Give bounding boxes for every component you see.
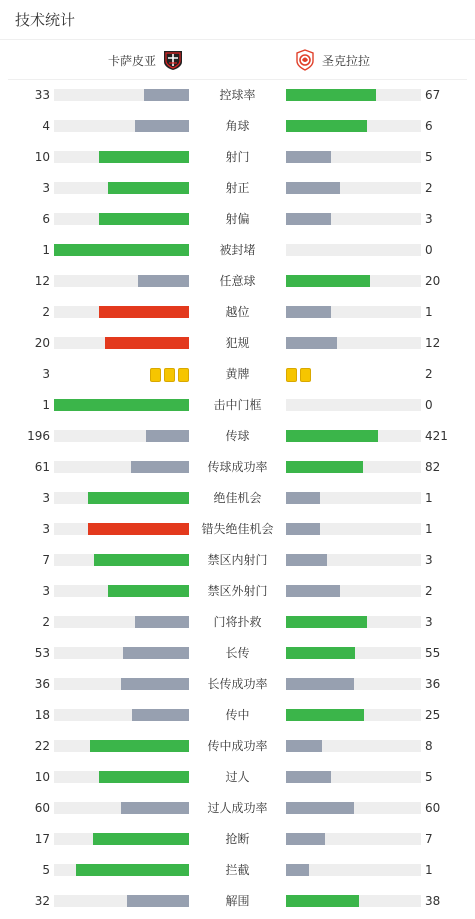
yellow-card-icon bbox=[150, 368, 161, 382]
home-bar bbox=[99, 151, 189, 163]
stat-label: 犯规 bbox=[225, 336, 250, 350]
home-bar-track bbox=[54, 895, 189, 907]
home-value: 4 bbox=[42, 119, 50, 133]
stat-row bbox=[0, 731, 475, 762]
away-value: 1 bbox=[425, 491, 433, 505]
home-value: 22 bbox=[34, 739, 50, 753]
away-team[interactable] bbox=[294, 40, 370, 80]
home-value: 12 bbox=[34, 274, 50, 288]
home-value: 3 bbox=[42, 584, 50, 598]
home-bar-track bbox=[54, 864, 189, 876]
away-value: 0 bbox=[425, 243, 433, 257]
away-value: 36 bbox=[425, 677, 441, 691]
home-bar bbox=[94, 554, 189, 566]
stat-label: 抢断 bbox=[225, 832, 250, 846]
away-bar-track bbox=[286, 399, 421, 411]
stat-row bbox=[0, 669, 475, 700]
away-bar bbox=[286, 616, 367, 628]
stat-label: 被封堵 bbox=[219, 243, 256, 257]
home-value: 3 bbox=[42, 522, 50, 536]
home-yellow-cards bbox=[150, 368, 189, 382]
home-bar bbox=[105, 337, 189, 349]
stat-row bbox=[0, 793, 475, 824]
away-value: 20 bbox=[425, 274, 441, 288]
away-bar-track bbox=[286, 523, 421, 535]
stat-row bbox=[0, 80, 475, 111]
away-bar-track bbox=[286, 585, 421, 597]
away-bar-track bbox=[286, 492, 421, 504]
home-value: 6 bbox=[42, 212, 50, 226]
away-bar-track bbox=[286, 895, 421, 907]
yellow-card-icon bbox=[164, 368, 175, 382]
home-bar bbox=[54, 399, 189, 411]
home-bar bbox=[54, 244, 189, 256]
stat-row bbox=[0, 142, 475, 173]
away-bar bbox=[286, 895, 359, 907]
stat-row bbox=[0, 297, 475, 328]
stat-row bbox=[0, 235, 475, 266]
away-bar-track bbox=[286, 771, 421, 783]
away-value: 3 bbox=[425, 615, 433, 629]
home-bar-track bbox=[54, 275, 189, 287]
teams-header bbox=[8, 40, 467, 80]
away-bar-track bbox=[286, 275, 421, 287]
stat-row bbox=[0, 483, 475, 514]
away-bar-track bbox=[286, 151, 421, 163]
home-bar bbox=[121, 678, 189, 690]
home-bar-track bbox=[54, 709, 189, 721]
away-value: 421 bbox=[425, 429, 448, 443]
away-value: 8 bbox=[425, 739, 433, 753]
home-bar bbox=[99, 306, 189, 318]
away-bar bbox=[286, 182, 340, 194]
home-bar bbox=[127, 895, 189, 907]
home-value: 10 bbox=[34, 770, 50, 784]
away-bar-track bbox=[286, 89, 421, 101]
home-bar bbox=[135, 120, 189, 132]
away-value: 5 bbox=[425, 770, 433, 784]
home-value: 7 bbox=[42, 553, 50, 567]
home-value: 196 bbox=[27, 429, 50, 443]
away-value: 5 bbox=[425, 150, 433, 164]
home-bar-track bbox=[54, 244, 189, 256]
stat-row bbox=[0, 421, 475, 452]
away-bar-track bbox=[286, 678, 421, 690]
stat-label: 解围 bbox=[225, 894, 250, 908]
home-value: 2 bbox=[42, 615, 50, 629]
stat-label: 长传成功率 bbox=[207, 677, 268, 691]
away-bar-track bbox=[286, 461, 421, 473]
stat-row bbox=[0, 545, 475, 576]
home-bar-track bbox=[54, 120, 189, 132]
home-bar bbox=[99, 771, 189, 783]
away-bar bbox=[286, 523, 320, 535]
stat-label: 传中 bbox=[225, 708, 250, 722]
stat-label: 射门 bbox=[225, 150, 250, 164]
away-bar-track bbox=[286, 802, 421, 814]
stat-label: 过人成功率 bbox=[207, 801, 268, 815]
away-bar bbox=[286, 709, 364, 721]
home-bar-track bbox=[54, 647, 189, 659]
home-bar-track bbox=[54, 430, 189, 442]
stat-row bbox=[0, 111, 475, 142]
home-value: 32 bbox=[34, 894, 50, 908]
home-bar bbox=[108, 182, 189, 194]
home-bar-track bbox=[54, 740, 189, 752]
home-bar bbox=[135, 616, 189, 628]
away-bar bbox=[286, 647, 355, 659]
yellow-card-icon bbox=[286, 368, 297, 382]
yellow-card-icon bbox=[178, 368, 189, 382]
away-bar-track bbox=[286, 616, 421, 628]
stat-label: 禁区内射门 bbox=[207, 553, 268, 567]
home-bar bbox=[138, 275, 189, 287]
stat-row bbox=[0, 514, 475, 545]
home-value: 61 bbox=[34, 460, 50, 474]
away-bar-track bbox=[286, 244, 421, 256]
home-bar-track bbox=[54, 585, 189, 597]
stat-row bbox=[0, 390, 475, 421]
home-bar bbox=[88, 523, 189, 535]
away-value: 2 bbox=[425, 584, 433, 598]
yellow-card-icon bbox=[300, 368, 311, 382]
away-value: 6 bbox=[425, 119, 433, 133]
away-value: 12 bbox=[425, 336, 441, 350]
home-bar bbox=[131, 461, 189, 473]
stat-label: 传球成功率 bbox=[207, 460, 268, 474]
home-bar bbox=[99, 213, 189, 225]
stat-row bbox=[0, 762, 475, 793]
away-bar bbox=[286, 740, 322, 752]
away-bar bbox=[286, 554, 327, 566]
home-bar bbox=[90, 740, 189, 752]
stats-header bbox=[0, 0, 475, 40]
away-bar-track bbox=[286, 864, 421, 876]
stat-label: 错失绝佳机会 bbox=[201, 522, 274, 536]
home-bar-track bbox=[54, 833, 189, 845]
away-bar-track bbox=[286, 182, 421, 194]
away-bar-track bbox=[286, 120, 421, 132]
away-bar bbox=[286, 213, 331, 225]
away-bar-track bbox=[286, 213, 421, 225]
away-value: 55 bbox=[425, 646, 441, 660]
away-value: 1 bbox=[425, 863, 433, 877]
stat-label: 门将扑救 bbox=[213, 615, 262, 629]
away-bar-track bbox=[286, 740, 421, 752]
home-value: 17 bbox=[34, 832, 50, 846]
home-bar bbox=[121, 802, 189, 814]
home-bar bbox=[132, 709, 189, 721]
away-bar bbox=[286, 585, 340, 597]
home-bar-track bbox=[54, 802, 189, 814]
home-bar-track bbox=[54, 678, 189, 690]
away-bar bbox=[286, 678, 354, 690]
home-bar-track bbox=[54, 337, 189, 349]
home-bar bbox=[93, 833, 189, 845]
home-bar bbox=[146, 430, 189, 442]
stat-label: 黄牌 bbox=[225, 367, 250, 381]
home-bar-track bbox=[54, 523, 189, 535]
home-value: 5 bbox=[42, 863, 50, 877]
stat-row bbox=[0, 266, 475, 297]
away-value: 3 bbox=[425, 212, 433, 226]
home-value: 3 bbox=[42, 367, 50, 381]
away-value: 0 bbox=[425, 398, 433, 412]
away-bar bbox=[286, 337, 337, 349]
stat-row bbox=[0, 328, 475, 359]
away-value: 67 bbox=[425, 88, 441, 102]
away-value: 3 bbox=[425, 553, 433, 567]
home-bar-track bbox=[54, 461, 189, 473]
away-bar-track bbox=[286, 337, 421, 349]
stat-label: 击中门框 bbox=[213, 398, 262, 412]
away-bar-track bbox=[286, 306, 421, 318]
stat-row bbox=[0, 700, 475, 731]
away-value: 1 bbox=[425, 305, 433, 319]
home-bar bbox=[76, 864, 189, 876]
away-value: 2 bbox=[425, 367, 433, 381]
away-value: 1 bbox=[425, 522, 433, 536]
away-yellow-cards bbox=[286, 368, 311, 382]
stat-label: 绝佳机会 bbox=[213, 491, 262, 505]
away-value: 2 bbox=[425, 181, 433, 195]
home-value: 36 bbox=[34, 677, 50, 691]
stat-label: 过人 bbox=[225, 770, 250, 784]
santa-clara-crest-icon bbox=[294, 49, 316, 71]
stat-row bbox=[0, 855, 475, 886]
away-bar bbox=[286, 833, 325, 845]
away-value: 60 bbox=[425, 801, 441, 815]
away-bar bbox=[286, 151, 331, 163]
home-bar-track bbox=[54, 492, 189, 504]
home-bar-track bbox=[54, 306, 189, 318]
stat-row bbox=[0, 607, 475, 638]
home-value: 2 bbox=[42, 305, 50, 319]
away-bar-track bbox=[286, 430, 421, 442]
away-bar bbox=[286, 802, 354, 814]
stat-label: 传中成功率 bbox=[207, 739, 268, 753]
stat-label: 禁区外射门 bbox=[207, 584, 268, 598]
home-value: 20 bbox=[34, 336, 50, 350]
home-value: 33 bbox=[34, 88, 50, 102]
home-bar bbox=[108, 585, 189, 597]
stat-label: 传球 bbox=[225, 429, 250, 443]
stat-row bbox=[0, 638, 475, 669]
casa-pia-crest-icon bbox=[162, 49, 184, 71]
home-bar-track bbox=[54, 213, 189, 225]
stat-label: 射正 bbox=[225, 181, 250, 195]
stat-label: 射偏 bbox=[225, 212, 250, 226]
stat-row bbox=[0, 886, 475, 917]
away-bar-track bbox=[286, 554, 421, 566]
home-bar-track bbox=[54, 151, 189, 163]
home-team-name: 卡萨皮亚 bbox=[107, 53, 156, 68]
away-bar bbox=[286, 864, 309, 876]
stat-row bbox=[0, 173, 475, 204]
section-title: 技术统计 bbox=[15, 11, 76, 29]
away-value: 7 bbox=[425, 832, 433, 846]
stat-row bbox=[0, 204, 475, 235]
away-bar bbox=[286, 89, 376, 101]
home-value: 10 bbox=[34, 150, 50, 164]
away-bar-track bbox=[286, 647, 421, 659]
away-bar bbox=[286, 306, 331, 318]
home-value: 1 bbox=[42, 243, 50, 257]
stat-label: 角球 bbox=[225, 119, 250, 133]
stat-label: 越位 bbox=[225, 305, 250, 319]
home-bar-track bbox=[54, 554, 189, 566]
stat-row bbox=[0, 576, 475, 607]
home-bar-track bbox=[54, 182, 189, 194]
home-value: 3 bbox=[42, 491, 50, 505]
away-bar-track bbox=[286, 833, 421, 845]
home-value: 18 bbox=[34, 708, 50, 722]
away-bar bbox=[286, 492, 320, 504]
home-bar-track bbox=[54, 89, 189, 101]
away-bar bbox=[286, 771, 331, 783]
stat-label: 任意球 bbox=[219, 274, 256, 288]
stat-row bbox=[0, 359, 475, 390]
away-team-name: 圣克拉拉 bbox=[322, 53, 371, 68]
away-value: 25 bbox=[425, 708, 441, 722]
away-value: 82 bbox=[425, 460, 441, 474]
home-bar-track bbox=[54, 771, 189, 783]
away-bar bbox=[286, 430, 378, 442]
away-bar bbox=[286, 120, 367, 132]
home-value: 3 bbox=[42, 181, 50, 195]
away-bar bbox=[286, 275, 370, 287]
home-value: 53 bbox=[34, 646, 50, 660]
away-bar-track bbox=[286, 709, 421, 721]
away-bar bbox=[286, 461, 363, 473]
home-bar-track bbox=[54, 399, 189, 411]
home-team[interactable] bbox=[108, 40, 184, 80]
home-bar bbox=[123, 647, 189, 659]
stat-label: 长传 bbox=[225, 646, 250, 660]
stat-label: 控球率 bbox=[219, 88, 256, 102]
home-value: 60 bbox=[34, 801, 50, 815]
stat-row bbox=[0, 824, 475, 855]
home-bar-track bbox=[54, 616, 189, 628]
home-bar bbox=[144, 89, 189, 101]
stat-row bbox=[0, 452, 475, 483]
away-value: 38 bbox=[425, 894, 441, 908]
home-bar bbox=[88, 492, 189, 504]
home-value: 1 bbox=[42, 398, 50, 412]
stat-label: 拦截 bbox=[225, 863, 250, 877]
